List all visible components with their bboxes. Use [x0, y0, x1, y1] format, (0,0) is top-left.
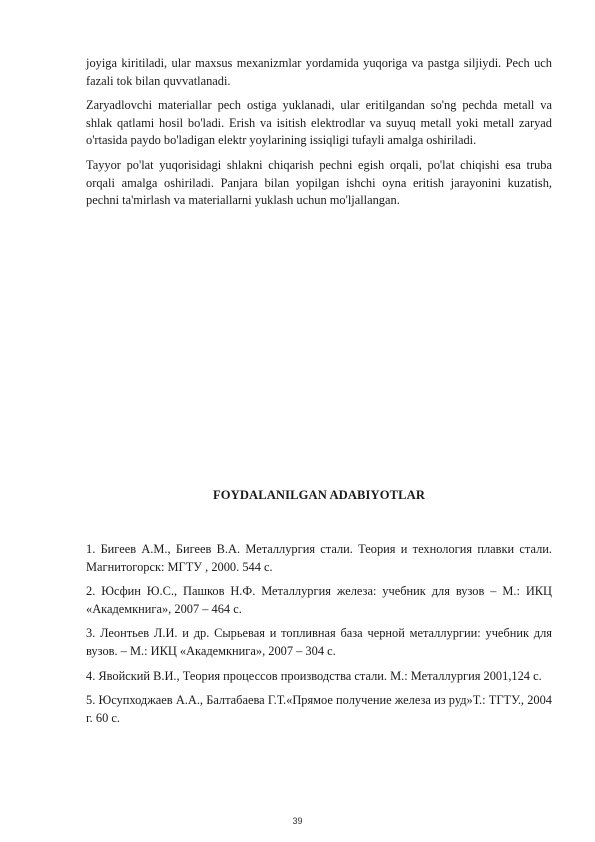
body-text [86, 55, 552, 217]
references-list [86, 541, 552, 734]
reference-item-3: 3. Леонтьев Л.И. и др. Сырьевая и топливная база черной металлургии: учебник для вузов. – М.: ИКЦ «Академкнига», 2007 – 304 с. [86, 626, 552, 658]
reference-item-5: 5. Юсупходжаев А.А., Балтабаева Г.Т.«Прямое получение железа из руд»Т.: ТГТУ., 2004 г. 60 с. [86, 693, 552, 725]
body-paragraph-1: joyiga kiritiladi, ular maxsus mexanizmlar yordamida yuqoriga va pastga siljiydi. Pech uch fazali tok bilan quvvatlanadi. [86, 56, 552, 88]
reference-item-2: 2. Юсфин Ю.С., Пашков Н.Ф. Металлургия железа: учебник для вузов – М.: ИКЦ «Академкнига», 2007 – 464 с. [86, 584, 552, 616]
page-number: 39 [292, 816, 303, 826]
body-paragraph-2: Zaryadlovchi materiallar pech ostiga yuklanadi, ular eritilgandan so'ng pechda metall va shlak qatlami hosil bo'ladi. Erish va isitish elektrodlar va suyuq metall yoki metall zaryad o'rtasida paydo bo'ladigan elektr yoylarining issiqligi tufayli amalga oshiriladi. [86, 98, 552, 148]
reference-item-1: 1. Бигеев А.М., Бигеев В.А. Металлургия стали. Теория и технология плавки стали. Магнитогорск: МГТУ , 2000. 544 с. [86, 542, 552, 574]
body-paragraph-3: Tayyor po'lat yuqorisidagi shlakni chiqarish pechni egish orqali, po'lat chiqishi esa truba orqali amalga oshiriladi. Panjara bilan yopilgan ishchi oyna eritish jarayonini kuzatish, pechni ta'mirlash va materiallarni yuklash uchun mo'ljallangan. [86, 157, 552, 208]
reference-item-4: 4. Явойский В.И., Теория процессов производства стали. М.: Металлургия 2001,124 с. [86, 668, 542, 683]
references-heading: FOYDALANILGAN ADABIYOTLAR [212, 488, 426, 502]
